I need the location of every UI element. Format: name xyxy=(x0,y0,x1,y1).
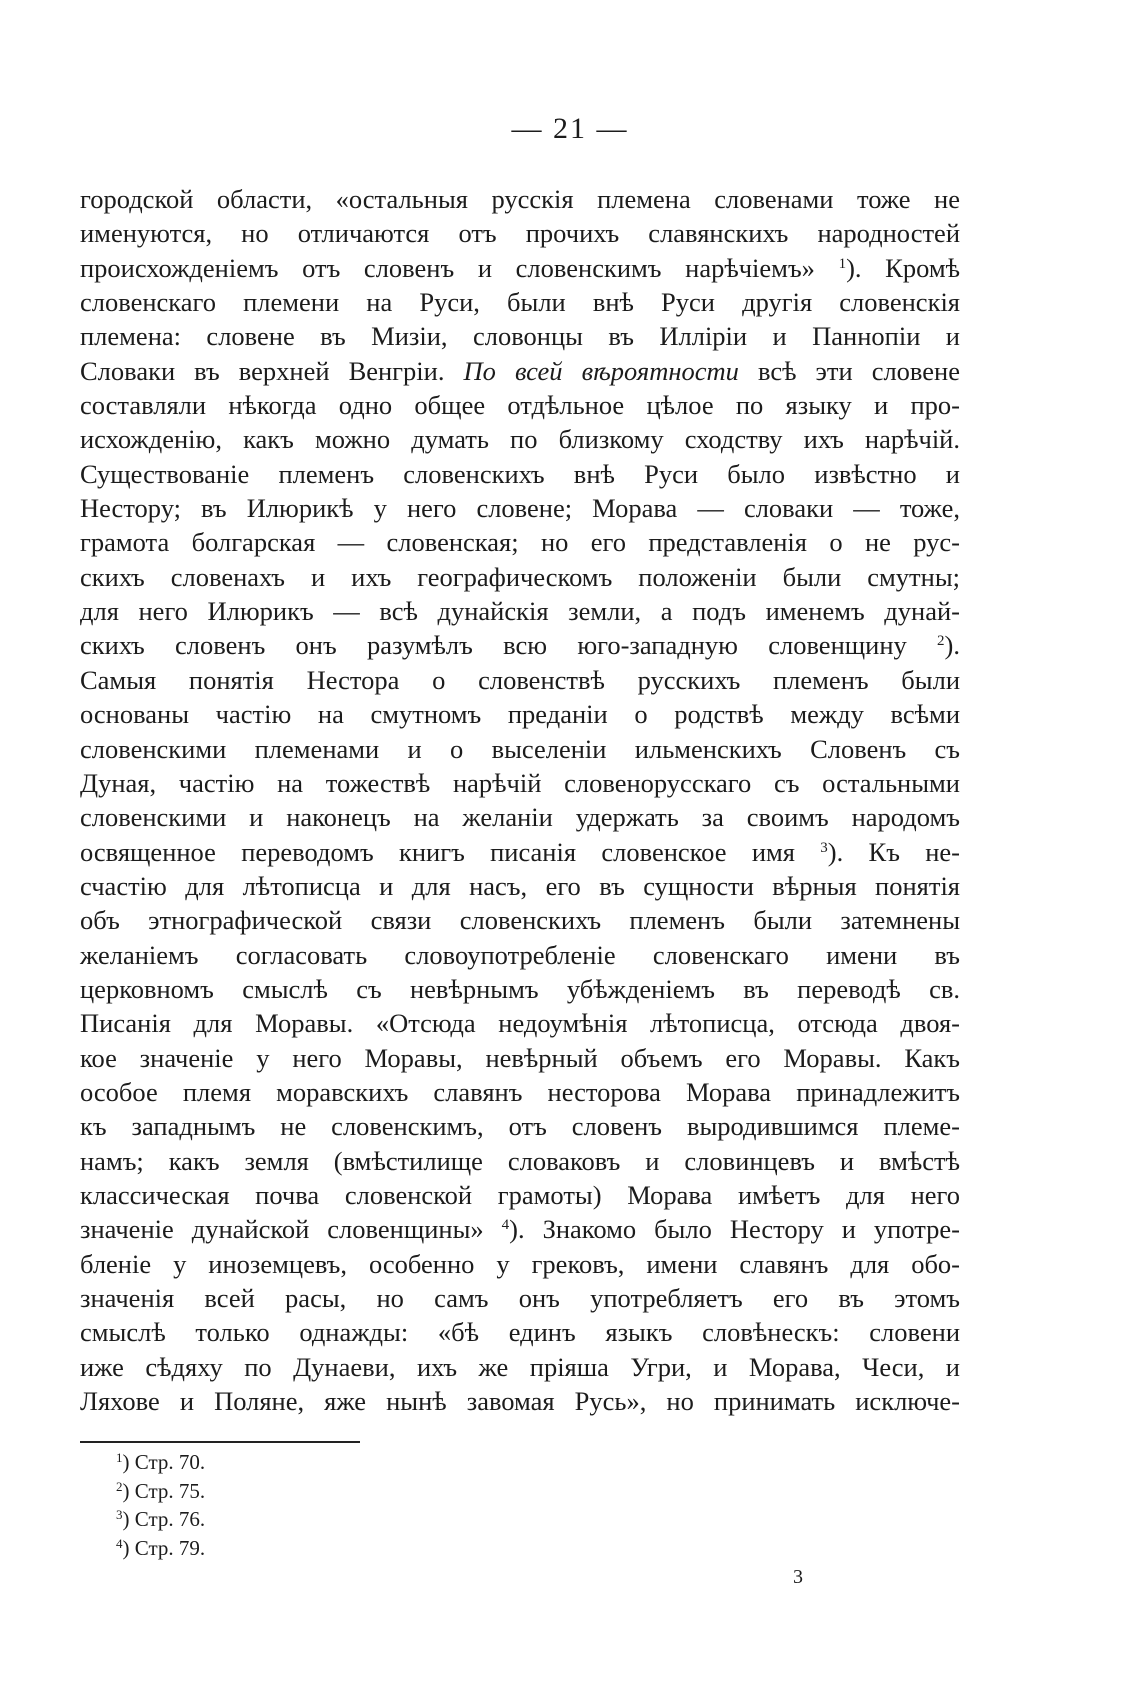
text-line: Нестору; въ Илюрикѣ у него словене; Морава — словаки — тоже, xyxy=(80,493,960,524)
text-line: словенскими и наконецъ на желаніи удержать за своимъ народомъ xyxy=(80,802,960,833)
text-line: значенія всей расы, но самъ онъ употребляетъ его въ этомъ xyxy=(80,1283,960,1313)
text-line: составляли нѣкогда одно общее отдѣльное цѣлое по языку и про- xyxy=(80,390,960,421)
text-line: желаніемъ согласовать словоупотребленіе словенскаго имени въ xyxy=(80,939,960,970)
text-line: словенскими племенами и о выселеніи ильменскихъ Словенъ съ xyxy=(80,733,960,764)
text-line: Ляхове и Поляне, яже нынѣ завомая Русь», но принимать исключе- xyxy=(80,1386,960,1417)
text-line: скихъ словенахъ и ихъ географическомъ положеніи были смутны; xyxy=(80,561,960,592)
text-line: намъ; какъ земля (вмѣстилище словаковъ и словинцевъ и вмѣстѣ xyxy=(80,1145,960,1176)
text-line: Дуная, частію на тожествѣ нарѣчій словенорусскаго съ остальными xyxy=(80,767,960,798)
footnote-ref: 1 xyxy=(838,255,847,272)
text-line: городской области, «остальныя русскія племена словенами тоже не xyxy=(80,184,960,214)
footnote: $^4$) Стр. 79. xyxy=(116,1535,206,1560)
signature-mark: 3 xyxy=(793,1566,803,1588)
text-line: кое значеніе у него Моравы, невѣрный объемъ его Моравы. Какъ xyxy=(80,1042,960,1073)
text-line: особое племя моравскихъ славянъ несторова Морава принадлежитъ xyxy=(80,1076,960,1107)
text-line: бленіе у иноземцевъ, особенно у грековъ, имени славянъ для обо- xyxy=(80,1248,960,1279)
text-line: значеніе дунайской словенщины» $^4$). Знакомо было Нестору и употре- xyxy=(80,1214,960,1245)
text-line: церковномъ смыслѣ съ невѣрнымъ убѣжденіемъ въ переводѣ св. xyxy=(80,973,960,1004)
text-line: Словаки въ верхней Венгріи. По всей вѣроятности всѣ эти словене xyxy=(80,355,961,386)
text-line: скихъ словенъ онъ разумѣлъ всю юго-западную словенщину $^2$). xyxy=(80,630,960,661)
text-line: иже сѣдяху по Дунаеви, ихъ же пріяша Угри, и Морава, Чеси, и xyxy=(80,1351,960,1382)
italic-phrase: По всей вѣроятности xyxy=(463,355,739,386)
text-line: смыслѣ только однажды: «бѣ единъ языкъ словѣнескъ: словени xyxy=(80,1317,960,1348)
page-number: — 21 — xyxy=(511,112,629,145)
text-line: происхожденіемъ отъ словенъ и словенскимъ нарѣчіемъ» $^1$). Кромѣ xyxy=(80,252,960,283)
text-line: Существованіе племенъ словенскихъ внѣ Руси было извѣстно и xyxy=(80,458,960,489)
text-line: Писанія для Моравы. «Отсюда недоумѣнія лѣтописца, отсюда двоя- xyxy=(80,1008,960,1039)
text-line: для него Илюрикъ — всѣ дунайскія земли, а подъ именемъ дунай- xyxy=(80,596,960,627)
text-line: основаны частію на смутномъ преданіи о родствѣ между всѣми xyxy=(80,699,960,730)
text-line: грамота болгарская — словенская; но его представленія о не рус- xyxy=(80,527,960,558)
text-line: исхожденію, какъ можно думать по близкому сходству ихъ нарѣчій. xyxy=(80,424,960,455)
text-line: счастію для лѣтописца и для насъ, его въ сущности вѣрныя понятія xyxy=(80,870,960,901)
footnote: $^2$) Стр. 75. xyxy=(116,1478,206,1503)
text-line: классическая почва словенской грамоты) Морава имѣетъ для него xyxy=(80,1179,960,1210)
footnote-ref: 3 xyxy=(820,839,828,856)
text-line: къ западнымъ не словенскимъ, отъ словенъ выродившимся племе- xyxy=(80,1111,960,1142)
footnotes xyxy=(116,1448,516,1562)
text-line: именуются, но отличаются отъ прочихъ славянскихъ народностей xyxy=(80,218,960,249)
footnote-separator xyxy=(80,1441,360,1443)
footnote: $^3$) Стр. 76. xyxy=(116,1507,206,1531)
text-line: освященное переводомъ книгъ писанія словенское имя $^3$). Къ не- xyxy=(80,836,960,867)
text-line: словенскаго племени на Руси, были внѣ Руси другія словенскія xyxy=(80,287,960,318)
body-text xyxy=(80,182,960,1418)
text-line: Самыя понятія Нестора о словенствѣ русскихъ племенъ были xyxy=(80,664,960,695)
text-line: племена: словене въ Мизіи, словонцы въ Илліріи и Паннопіи и xyxy=(80,321,960,352)
footnote: $^1$) Стр. 70. xyxy=(116,1450,206,1474)
footnote-ref: 2 xyxy=(937,633,945,650)
text-line: объ этнографической связи словенскихъ племенъ были затемнены xyxy=(80,905,960,936)
footnote-ref: 4 xyxy=(501,1217,510,1234)
